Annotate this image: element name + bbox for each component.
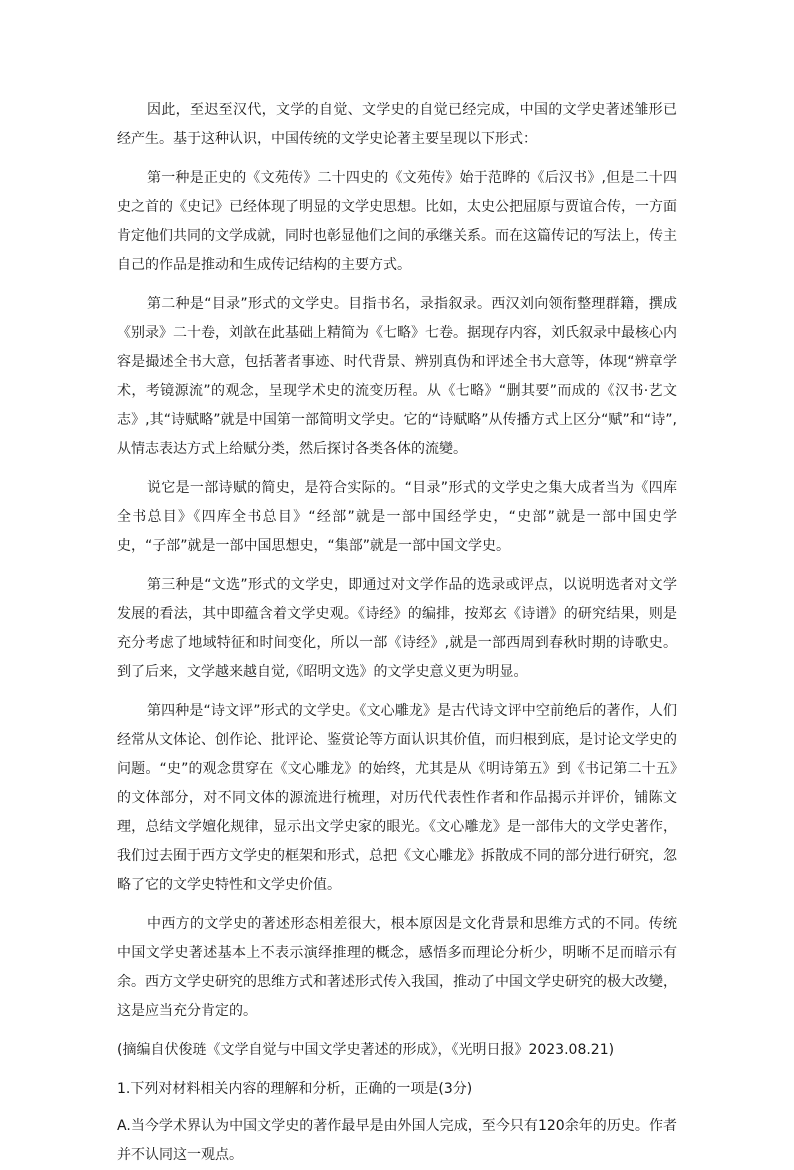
paragraph-form-2-cont: 说它是一部诗赋的简史，是符合实际的。“目录”形式的文学史之集大成者当为《四库全书总目》《四库全书总目》“经部”就是一部中国经学史，“史部”就是一部中国史学史，“子部”就是一部中国思想史，“集部”就是一部中国文学史。	[117, 480, 677, 554]
paragraph-intro: 因此，至迟至汉代，文学的自觉、文学史的自觉已经完成，中国的文学史著述雏形已经产生。基于这种认识，中国传统的文学史论著主要呈现以下形式：	[117, 102, 677, 147]
paragraph-form-2: 第二种是“目录”形式的文学史。目指书名，录指叙录。西汉刘向领衔整理群籍，撰成《别录》二十卷，刘歆在此基础上精简为《七略》七卷。据现存内容，刘氏叙录中最核心内容是撮述全书大意，包括著者事迹、时代背景、辨别真伪和评述全书大意等，体现“辨章学术，考镜源流”的观念，呈现学术史的流变历程。从《七略》“删其要”而成的《汉书·艺文志》,其“诗赋略”就是中国第一部简明文学史。它的“诗赋略”从传播方式上区分“赋”和“诗”,从情志表达方式上给赋分类，然后探讨各类各体的流變。	[117, 296, 677, 457]
paragraph-form-1: 第一种是正史的《文苑传》二十四史的《文苑传》始于范晔的《后汉书》,但是二十四史之首的《史记》已经体现了明显的文学史思想。比如，太史公把屈原与贾谊合传，一方面肯定他们共同的文学成就，同时也彰显他们之间的承继关系。而在这篇传记的写法上，传主自己的作品是推动和生成传记结构的主要方式。	[117, 170, 677, 273]
paragraph-conclusion: 中西方的文学史的著述形态相差很大，根本原因是文化背景和思维方式的不同。传统中国文学史著述基本上不表示演绎推理的概念，感悟多而理论分析少，明晰不足而暗示有余。西方文学史研究的思维方式和著述形式传入我国，推动了中国文学史研究的极大改變，这是应当充分肯定的。	[117, 916, 677, 1019]
paragraph-form-3: 第三种是“文选”形式的文学史，即通过对文学作品的选录或评点，以说明选者对文学发展的看法，其中即蕴含着文学史观。《诗经》的编排，按郑玄《诗谱》的研究结果，则是充分考虑了地域特征和时间变化，所以一部《诗经》,就是一部西周到春秋时期的诗歌史。到了后来，文学越来越自觉,《昭明文选》的文学史意义更为明显。	[117, 577, 677, 680]
question-stem: 1.下列对材料相关内容的理解和分析，正确的一项是(3分)	[117, 1081, 473, 1097]
article-body	[117, 96, 677, 1170]
answer-option-a: A.当今学术界认为中国文学史的著作最早是由外国人完成，至今只有120余年的历史。作者并不认同这一观点。	[117, 1118, 677, 1163]
paragraph-form-4: 第四种是“诗文评”形式的文学史。《文心雕龙》是古代诗文评中空前绝后的著作，人们经常从文体论、创作论、批评论、鉴赏论等方面认识其价值，而归根到底，是讨论文学史的问题。“史”的观念贯穿在《文心雕龙》的始终，尤其是从《明诗第五》到《书记第二十五》的文体部分，对不同文体的源流进行梳理，对历代代表性作者和作品揭示并评价，铺陈文理，总结文学嬗化规律，显示出文学史家的眼光。《文心雕龙》是一部伟大的文学史著作，我们过去囿于西方文学史的框架和形式，总把《文心雕龙》拆散成不同的部分进行研究，忽略了它的文学史特性和文学史价值。	[117, 703, 677, 893]
source-citation: (摘编自伏俊琏《文学自觉与中国文学史著述的形成》，《光明日报》2023.08.21)	[117, 1042, 615, 1058]
